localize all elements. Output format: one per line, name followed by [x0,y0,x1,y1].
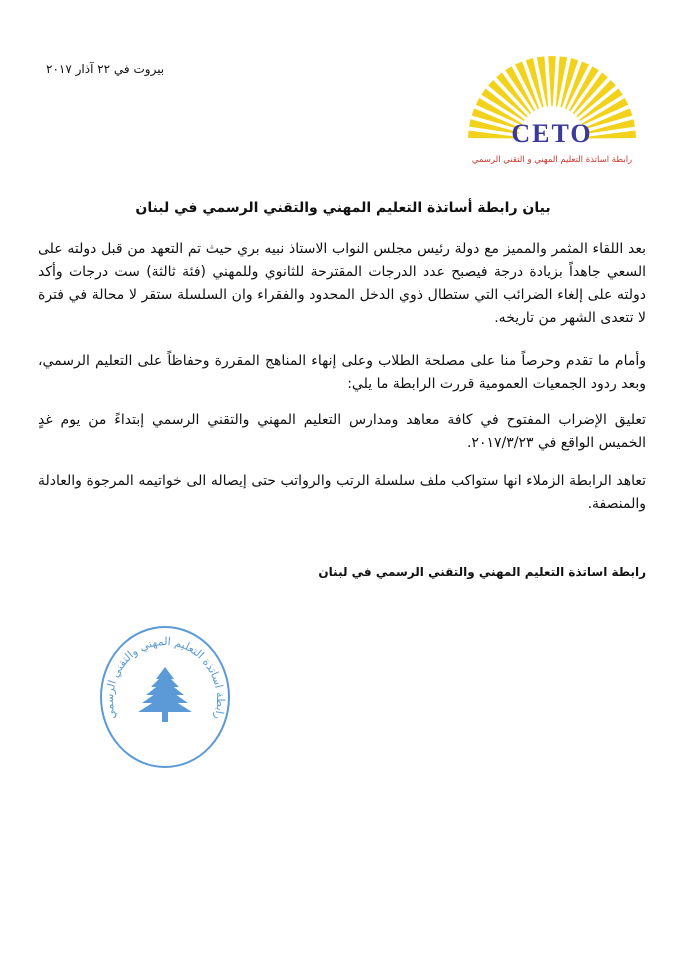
signature-line: رابطة اساتذة التعليم المهني والتقني الرسمي في لبنان [318,565,646,579]
paragraph-2: وأمام ما تقدم وحرصاً منا على مصلحة الطلاب وعلى إنهاء المناهج المقررة وحفاظاً على التعليم الرسمي، وبعد ردود الجمعيات العمومية قررت الرابطة ما يلي: [38,353,646,392]
paragraph-4: تعاهد الرابطة الزملاء انها ستواكب ملف سلسلة الرتب والرواتب حتى إيصاله الى خواتيمه المرجوة والعادلة والمنصفة. [38,473,646,512]
logo-ray [548,56,556,106]
cedar-tree-icon [138,667,192,722]
official-stamp [90,617,240,777]
stamp-seal-icon [90,617,240,777]
logo-acronym: CETO [511,119,593,148]
logo-caption: رابطة اساتذة التعليم المهني و التقني الرسمي [471,155,633,165]
paragraph-3: تعليق الإضراب المفتوح في كافة معاهد ومدارس التعليم المهني والتقني الرسمي إبتداءً من يوم غدٍ الخميس الواقع في ٢٠١٧/٣/٢٣. [38,412,646,451]
stamp-text: رابطة اساتذة التعليم المهني والتقني الرسمي [102,634,228,721]
paragraph-1: بعد اللقاء المثمر والمميز مع دولة رئيس مجلس النواب الاستاذ نبيه بري حيث تم التعهد من قبل دولته على السعي جاهداً بزيادة درجة فيصبح عدد الدرجات المقترحة للثانوي وللمهني (فئة ثالثة) ست درجات وأكد دولته على إلغاء الضرائب التي ستطال ذوي الدخل المحدود والفقراء وان السلسلة ستقر لا محالة في فترة لا تتعدى الشهر من تاريخه. [38,241,646,326]
logo-ray [556,56,567,106]
ceto-logo [452,52,652,170]
logo-ray [537,56,548,106]
document-title: بيان رابطة أساتذة التعليم المهني والتقني الرسمي في لبنان [135,200,551,216]
document-date: بيروت في ٢٢ آذار ٢٠١٧ [46,62,165,76]
sunburst-logo-icon [452,52,652,170]
